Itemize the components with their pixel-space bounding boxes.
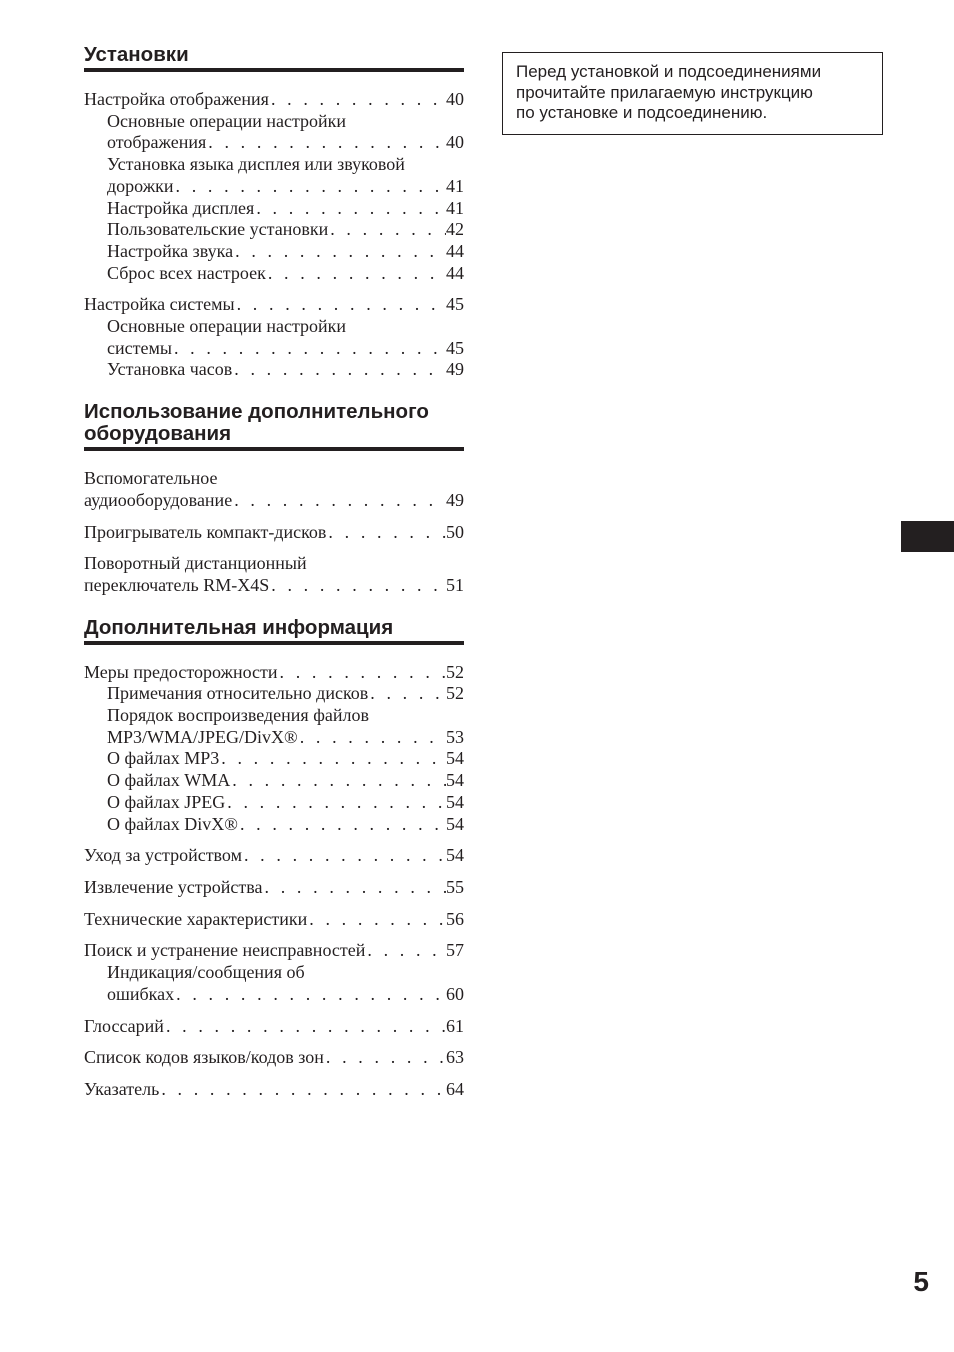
toc-entry[interactable]	[84, 909, 464, 931]
entry-row	[107, 219, 464, 241]
entry-title: Настройка системы	[84, 294, 235, 315]
dot-leader	[278, 662, 446, 684]
dot-leader	[238, 814, 446, 836]
toc-entry[interactable]	[84, 877, 464, 899]
dot-leader	[233, 241, 446, 263]
entry-title-line: Основные операции настройки	[107, 110, 347, 131]
toc-subentry[interactable]	[84, 219, 464, 241]
dot-leader	[242, 845, 446, 867]
toc-subentry[interactable]	[84, 705, 464, 748]
note-line: прочитайте прилагаемую инструкцию	[516, 82, 813, 102]
entry-row	[107, 132, 464, 154]
page-ref: 44	[446, 240, 464, 261]
entry-row	[84, 845, 464, 867]
page-ref: 57	[446, 940, 464, 961]
dot-leader	[219, 748, 446, 770]
page-ref: 51	[446, 574, 464, 595]
entry-row	[84, 1016, 464, 1038]
toc-group	[84, 1079, 464, 1101]
toc-entry[interactable]	[84, 940, 464, 962]
entry-row	[84, 909, 464, 931]
toc-group	[84, 468, 464, 511]
entry-title: Технические характеристики	[84, 908, 308, 929]
page-ref: 56	[446, 908, 464, 929]
page-ref: 50	[446, 521, 464, 542]
toc-group	[84, 553, 464, 596]
entry-title: Извлечение устройства	[84, 876, 263, 897]
toc-group	[84, 845, 464, 867]
toc-group	[84, 89, 464, 284]
entry-title-line: Порядок воспроизведения файлов	[107, 705, 369, 726]
entry-title: Настройка дисплея	[107, 197, 255, 218]
entry-row	[84, 294, 464, 316]
entry-row	[107, 770, 464, 792]
entry-row	[107, 814, 464, 836]
entry-title: О файлах DivX®	[107, 813, 238, 834]
entry-title: О файлах MP3	[107, 748, 220, 769]
page-ref: 63	[446, 1047, 464, 1068]
dot-leader	[263, 877, 446, 899]
entry-title-line: Основные операции настройки	[107, 316, 347, 337]
section-thumb-tab	[901, 521, 954, 552]
entry-row	[107, 727, 464, 749]
toc-entry[interactable]	[84, 468, 464, 511]
page-ref: 52	[446, 683, 464, 704]
toc-subentry[interactable]	[84, 241, 464, 263]
toc-subentry[interactable]	[84, 770, 464, 792]
dot-leader	[232, 359, 446, 381]
toc-subentry[interactable]	[84, 748, 464, 770]
toc-subentry[interactable]	[84, 198, 464, 220]
page-ref: 61	[446, 1015, 464, 1036]
dot-leader	[328, 219, 446, 241]
toc-section	[84, 401, 464, 597]
note-line: Перед установкой и подсоединениями	[516, 62, 822, 81]
toc-group	[84, 940, 464, 1005]
section-heading: Дополнительная информация	[84, 617, 464, 645]
entry-row	[84, 662, 464, 684]
dot-leader	[174, 984, 446, 1006]
toc-section	[84, 44, 464, 381]
entry-title: Настройка звука	[107, 240, 234, 261]
entry-title: MP3/WMA/JPEG/DivX®	[107, 726, 298, 747]
entry-row	[107, 359, 464, 381]
dot-leader	[298, 727, 446, 749]
entry-title: дорожки	[107, 175, 174, 196]
entry-title: Настройка отображения	[84, 89, 269, 109]
entry-title-line: Индикация/сообщения об	[107, 962, 305, 983]
entry-title: Уход за устройством	[84, 845, 242, 866]
entry-title-line: Вспомогательное	[84, 468, 218, 489]
entry-row	[84, 1047, 464, 1069]
entry-row	[107, 198, 464, 220]
page-ref: 40	[446, 132, 464, 153]
entry-row	[84, 522, 464, 544]
toc-entry[interactable]	[84, 1079, 464, 1101]
toc-entry[interactable]	[84, 662, 464, 684]
toc-entry[interactable]	[84, 1047, 464, 1069]
toc-subentry[interactable]	[84, 316, 464, 359]
installation-note-box	[502, 52, 883, 135]
entry-title: ошибках	[107, 983, 175, 1004]
page-ref: 49	[446, 489, 464, 510]
toc-entry[interactable]	[84, 845, 464, 867]
dot-leader	[324, 1047, 446, 1069]
note-line: по установке и подсоединению.	[516, 103, 768, 122]
dot-leader	[172, 338, 446, 360]
table-of-contents	[84, 44, 464, 1121]
entry-row	[84, 1079, 464, 1101]
toc-subentry[interactable]	[84, 111, 464, 154]
entry-row	[107, 241, 464, 263]
entry-row	[107, 984, 464, 1006]
section-heading: Установки	[84, 44, 464, 72]
toc-subentry[interactable]	[84, 962, 464, 1005]
toc-entry[interactable]	[84, 89, 464, 111]
entry-title: аудиооборудование	[84, 489, 233, 510]
toc-entry[interactable]	[84, 294, 464, 316]
entry-title-line: Установка языка дисплея или звуковой	[107, 154, 405, 175]
entry-row	[107, 263, 464, 285]
dot-leader	[164, 1016, 446, 1038]
dot-leader	[174, 176, 446, 198]
entry-title: Установка часов	[107, 359, 233, 380]
entry-row	[107, 338, 464, 360]
dot-leader	[225, 792, 446, 814]
page-ref: 60	[446, 983, 464, 1004]
entry-title: переключатель RM-X4S	[84, 574, 270, 595]
page-ref: 54	[446, 791, 464, 812]
dot-leader	[269, 89, 446, 111]
page-ref: 40	[446, 89, 464, 109]
page-ref: 54	[446, 813, 464, 834]
entry-row	[107, 683, 464, 705]
entry-title: Сброс всех настроек	[107, 262, 266, 283]
entry-title: Меры предосторожности	[84, 661, 278, 682]
toc-group	[84, 1047, 464, 1069]
page-ref: 54	[446, 845, 464, 866]
entry-title: Поиск и устранение неисправностей	[84, 940, 366, 961]
toc-subentry[interactable]	[84, 683, 464, 705]
toc-group	[84, 909, 464, 931]
entry-title: Проигрыватель компакт-дисков	[84, 521, 327, 542]
toc-group	[84, 522, 464, 544]
entry-title: Примечания относительно дисков	[107, 683, 369, 704]
page-ref: 45	[446, 337, 464, 358]
page-ref: 49	[446, 359, 464, 380]
page-number: 5	[913, 1266, 929, 1297]
entry-title: Список кодов языков/кодов зон	[84, 1047, 324, 1068]
dot-leader	[235, 294, 446, 316]
entry-title: Указатель	[84, 1078, 160, 1099]
page-ref: 41	[446, 197, 464, 218]
page-ref: 52	[446, 661, 464, 682]
page-ref: 55	[446, 876, 464, 897]
page-ref: 53	[446, 726, 464, 747]
dot-leader	[254, 198, 446, 220]
entry-title: О файлах WMA	[107, 770, 231, 791]
entry-title: системы	[107, 337, 172, 358]
dot-leader	[266, 263, 446, 285]
dot-leader	[307, 909, 446, 931]
toc-subentry[interactable]	[84, 154, 464, 197]
entry-row	[84, 490, 464, 512]
dot-leader	[368, 683, 446, 705]
dot-leader	[206, 132, 446, 154]
toc-subentry[interactable]	[84, 792, 464, 814]
entry-title: Пользовательские установки	[107, 219, 329, 240]
section-heading: Использование дополнительного оборудования	[84, 401, 464, 451]
entry-title-line: Поворотный дистанционный	[84, 553, 307, 574]
toc-subentry[interactable]	[84, 263, 464, 285]
entry-row	[107, 748, 464, 770]
toc-entry[interactable]	[84, 522, 464, 544]
page-ref: 54	[446, 770, 464, 791]
dot-leader	[365, 940, 446, 962]
page-ref: 41	[446, 175, 464, 196]
entry-row	[84, 877, 464, 899]
page-ref: 42	[446, 219, 464, 240]
entry-title: Глоссарий	[84, 1015, 164, 1036]
dot-leader	[230, 770, 446, 792]
entry-row	[84, 575, 464, 597]
page-ref: 64	[446, 1078, 464, 1099]
entry-title: О файлах JPEG	[107, 791, 226, 812]
page-ref: 44	[446, 262, 464, 283]
toc-entry[interactable]	[84, 1016, 464, 1038]
entry-row	[107, 792, 464, 814]
dot-leader	[159, 1079, 446, 1101]
toc-group	[84, 1016, 464, 1038]
dot-leader	[232, 490, 446, 512]
entry-row	[84, 940, 464, 962]
toc-entry[interactable]	[84, 553, 464, 596]
toc-group	[84, 877, 464, 899]
page-ref: 54	[446, 748, 464, 769]
toc-section	[84, 617, 464, 1101]
toc-group	[84, 294, 464, 381]
toc-group	[84, 662, 464, 836]
entry-row	[107, 176, 464, 198]
page-ref: 45	[446, 294, 464, 315]
toc-subentry[interactable]	[84, 814, 464, 836]
toc-subentry[interactable]	[84, 359, 464, 381]
dot-leader	[269, 575, 446, 597]
entry-row	[84, 89, 464, 111]
dot-leader	[326, 522, 446, 544]
entry-title: отображения	[107, 132, 207, 153]
